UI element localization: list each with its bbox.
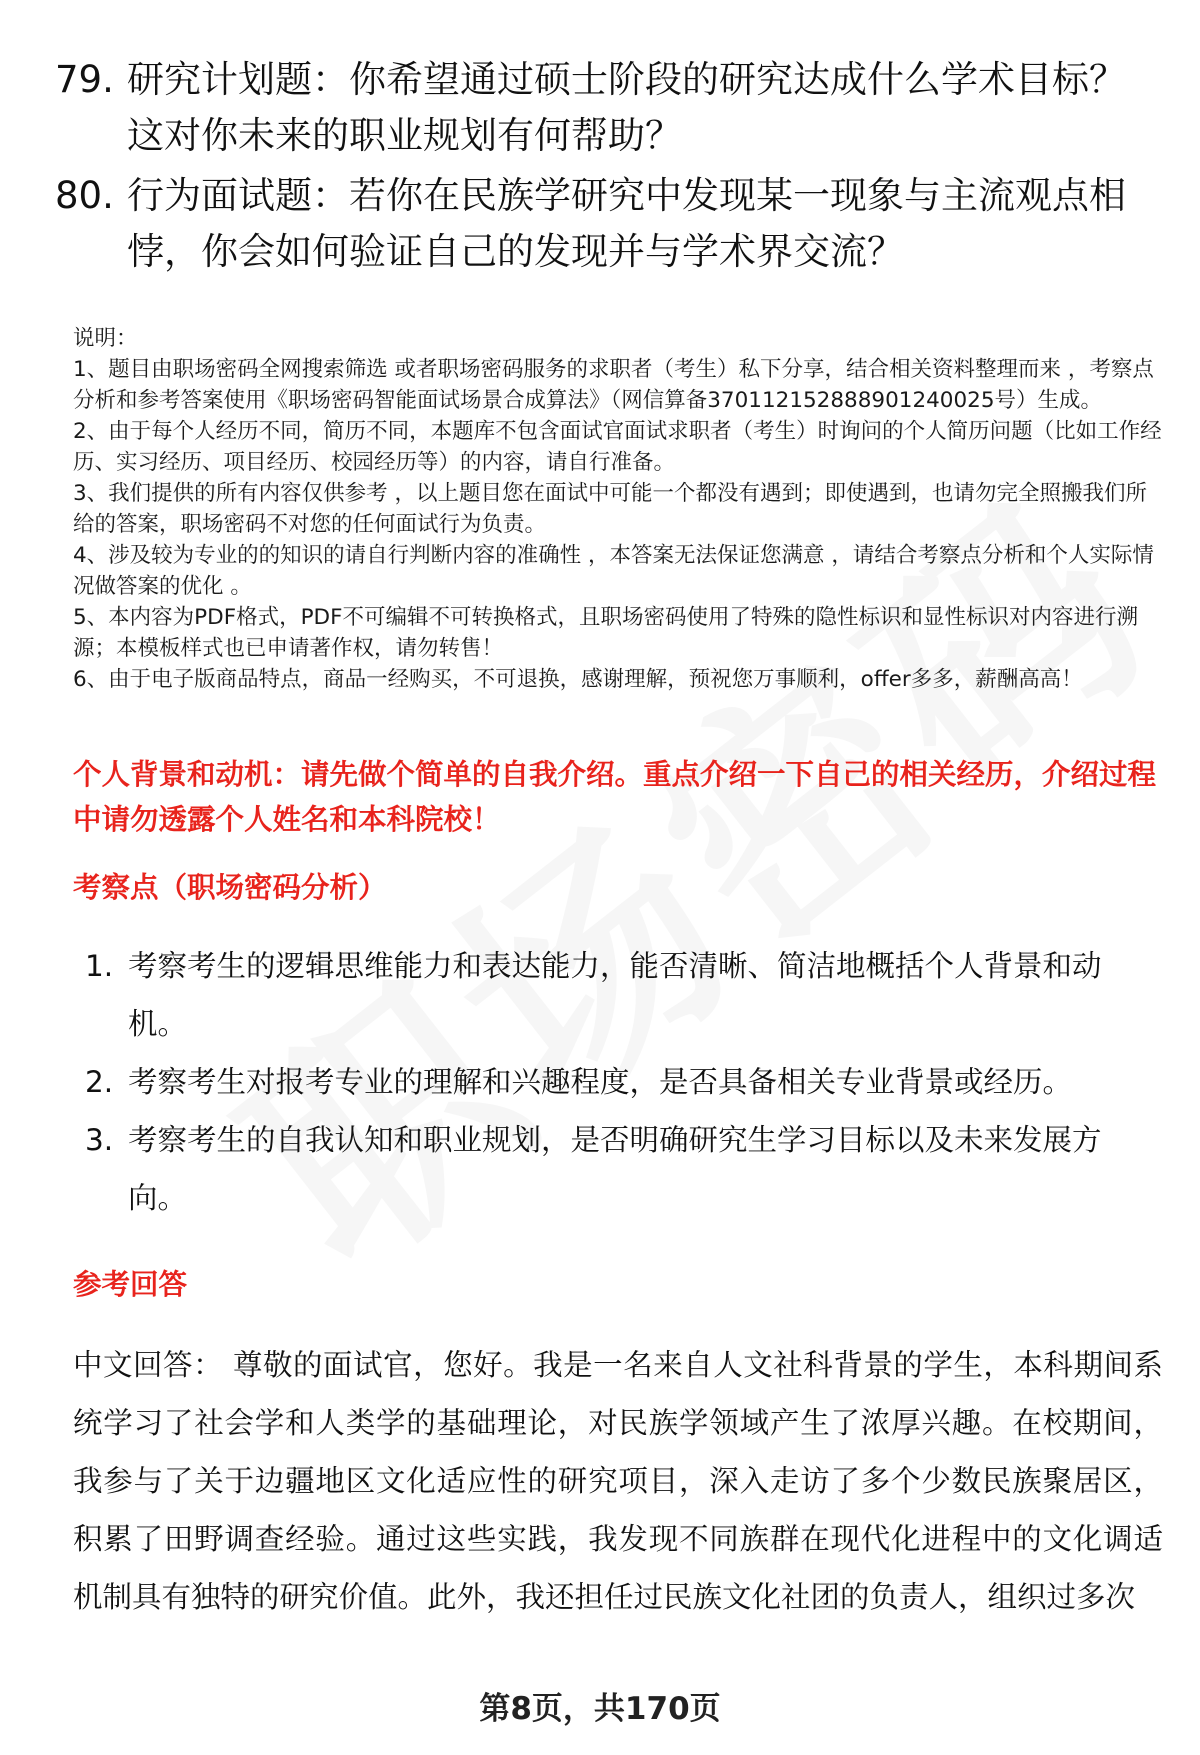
point-text: 考察考生的逻辑思维能力和表达能力，能否清晰、简洁地概括个人背景和动机。 [128,949,1102,1041]
page-number: 第8页，共170页 [479,1691,721,1727]
note-item: 1、题目由职场密码全网搜索筛选 或者职场密码服务的求职者（考生）私下分享，结合相关资料整理而来 ，考察点分析和参考答案使用《职场密码智能面试场景合成算法》（网信算备370112152888901240025号）生成。 [73,357,1154,413]
note-item: 3、我们提供的所有内容仅供参考 ，以上题目您在面试中可能一个都没有遇到；即使遇到，也请勿完全照搬我们所给的答案，职场密码不对您的任何面试行为负责。 [73,481,1148,537]
analysis-point [73,1111,1123,1227]
notes-title: 说明： [73,326,138,351]
question-number: 79. [55,58,114,101]
analysis-point [73,1053,1123,1111]
point-number: 1. [85,949,114,983]
analysis-point [73,937,1123,1053]
note-item: 4、涉及较为专业的的知识的请自行判断内容的准确性 ，本答案无法保证您满意 ，请结合考察点分析和个人实际情况做答案的优化 。 [73,543,1154,599]
question-number: 80. [55,174,114,217]
analysis-heading: 考察点（职场密码分析） [73,871,387,904]
reference-answer-text: 中文回答： 尊敬的面试官，您好。我是一名来自人文社科背景的学生，本科期间系统学习了社会学和人类学的基础理论，对民族学领域产生了浓厚兴趣。在校期间，我参与了关于边疆地区文化适应性的研究项目，深入走访了多个少数民族聚居区，积累了田野调查经验。通过这些实践，我发现不同族群在现代化进程中的文化调适机制具有独特的研究价值。此外，我还担任过民族文化社团的负责人，组织过多次 [73,1348,1163,1614]
point-number: 3. [85,1123,114,1157]
reference-answer-heading: 参考回答 [73,1268,188,1301]
question-79 [55,52,1145,164]
notes-block [73,323,1163,695]
analysis-points-list [73,937,1123,1227]
note-item: 5、本内容为PDF格式，PDF不可编辑不可转换格式，且职场密码使用了特殊的隐性标识和显性标识对内容进行溯源；本模板样式也已申请著作权，请勿转售！ [73,605,1138,661]
note-item: 6、由于电子版商品特点，商品一经购买，不可退换，感谢理解，预祝您万事顺利，offer多多，薪酬高高！ [73,667,1083,692]
note-item: 2、由于每个人经历不同，简历不同，本题库不包含面试官面试求职者（考生）时询问的个人简历问题（比如工作经历、实习经历、项目经历、校园经历等）的内容，请自行准备。 [73,419,1162,475]
question-text: 研究计划题：你希望通过硕士阶段的研究达成什么学术目标？这对你未来的职业规划有何帮助？ [127,58,1126,157]
question-text: 行为面试题：若你在民族学研究中发现某一现象与主流观点相悖，你会如何验证自己的发现并与学术界交流？ [127,174,1126,273]
question-80 [55,168,1145,280]
point-number: 2. [85,1065,114,1099]
point-text: 考察考生对报考专业的理解和兴趣程度，是否具备相关专业背景或经历。 [128,1065,1073,1099]
interview-question-heading: 个人背景和动机：请先做个简单的自我介绍。重点介绍一下自己的相关经历，介绍过程中请勿透露个人姓名和本科院校！ [73,758,1157,836]
point-text: 考察考生的自我认知和职业规划，是否明确研究生学习目标以及未来发展方向。 [128,1123,1102,1215]
